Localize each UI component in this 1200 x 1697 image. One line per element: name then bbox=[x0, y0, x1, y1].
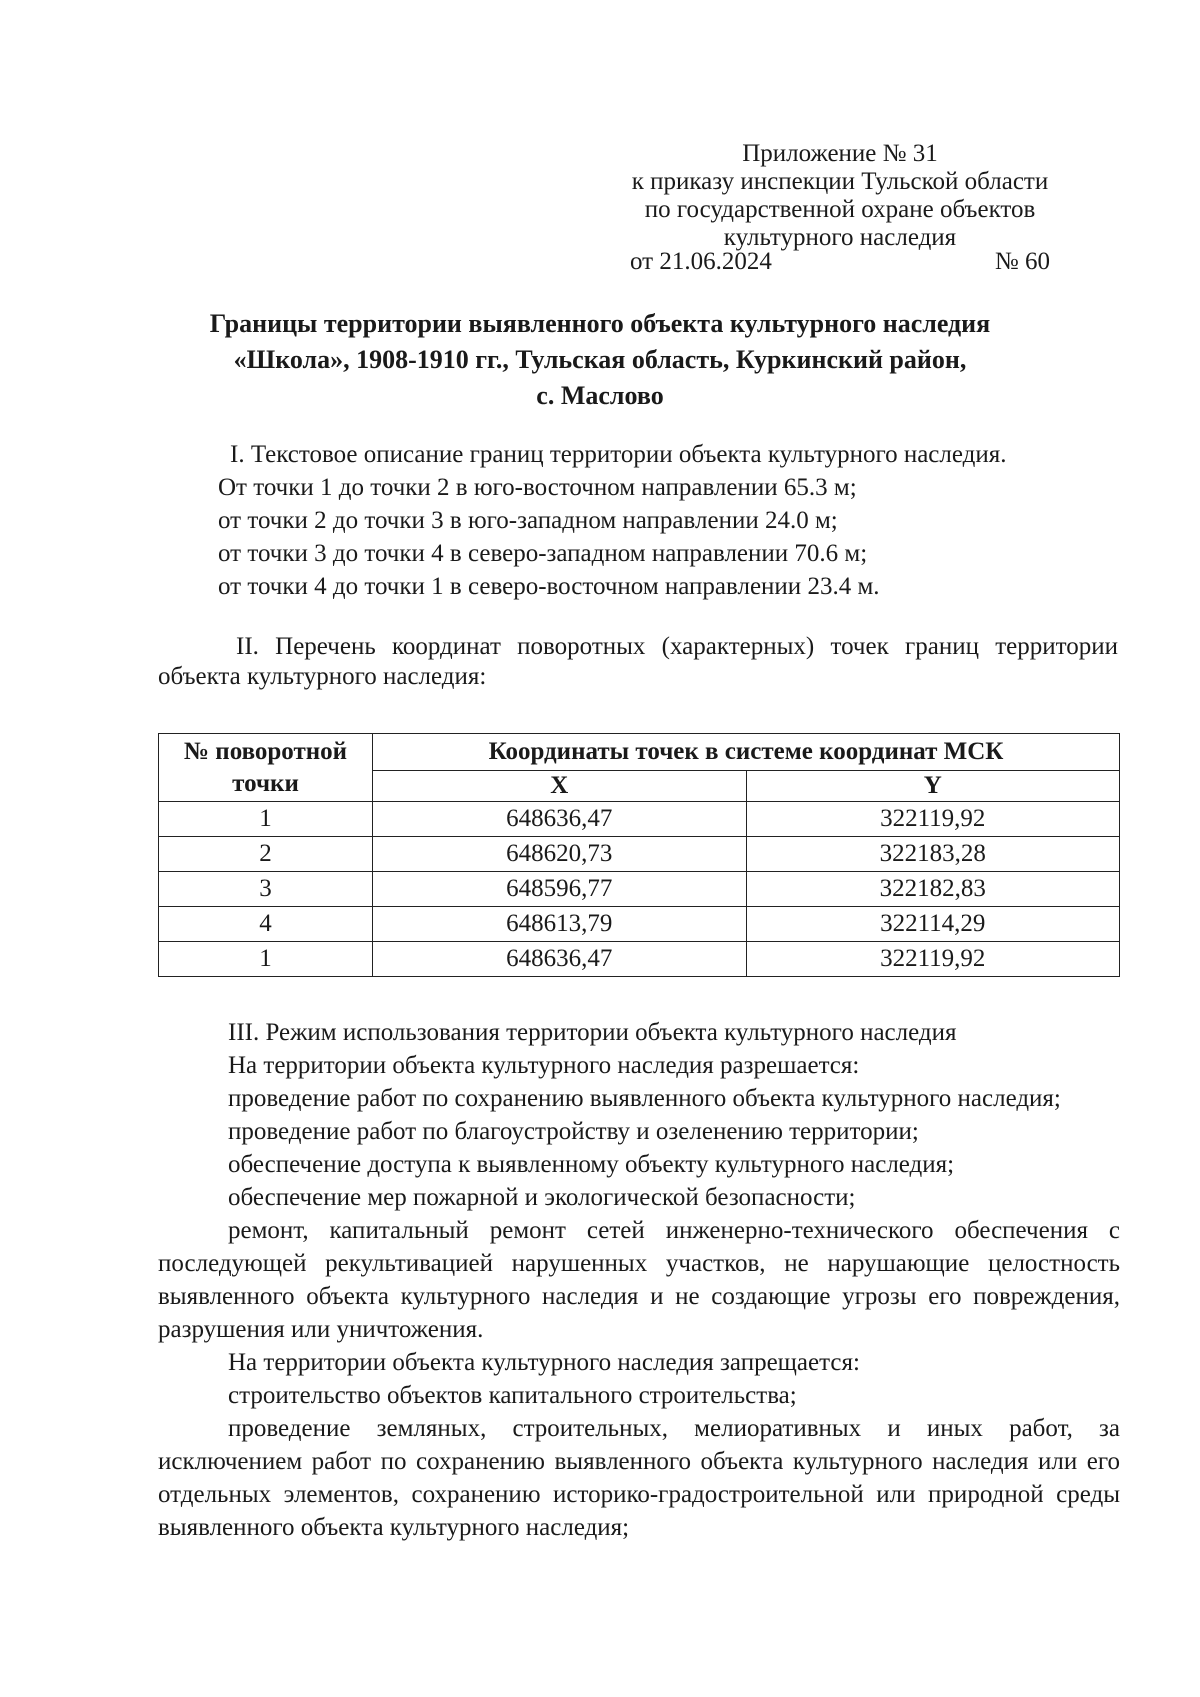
cell-point: 3 bbox=[159, 872, 373, 907]
order-date: от 21.06.2024 bbox=[630, 248, 772, 275]
prohibited-item: проведение земляных, строительных, мелиоративных и иных работ, за исключением работ по сохранению выявленного объекта культурного наследия или его отдельных элементов, сохранению историко-градостроительной или природной среды выявленного объекта культурного наследия; bbox=[158, 1415, 1120, 1541]
section-usage-regime bbox=[158, 1016, 1120, 1544]
allowed-heading: На территории объекта культурного наследия разрешается: bbox=[228, 1052, 860, 1079]
boundary-segment: От точки 1 до точки 2 в юго-восточном направлении 65.3 м; bbox=[218, 474, 857, 501]
col-y-header: Y bbox=[746, 771, 1120, 802]
table-row bbox=[159, 837, 1120, 872]
allowed-item: обеспечение мер пожарной и экологической безопасности; bbox=[228, 1184, 856, 1211]
cell-point: 2 bbox=[159, 837, 373, 872]
cell-x: 648613,79 bbox=[373, 907, 747, 942]
allowed-item: обеспечение доступа к выявленному объекту культурного наследия; bbox=[228, 1151, 955, 1178]
col-x-header: X bbox=[373, 771, 747, 802]
cell-point: 1 bbox=[159, 942, 373, 977]
section-coordinates-heading: II. Перечень координат поворотных (характерных) точек границ территории объекта культурного наследия: bbox=[158, 633, 1118, 690]
cell-x: 648620,73 bbox=[373, 837, 747, 872]
appendix-line: Приложение № 31 bbox=[742, 140, 938, 167]
allowed-item: проведение работ по благоустройству и озеленению территории; bbox=[228, 1118, 919, 1145]
title-line: с. Маслово bbox=[536, 381, 664, 410]
allowed-item: ремонт, капитальный ремонт сетей инженерно-технического обеспечения с последующей рекультивацией нарушенных участков, не нарушающие целостность выявленного объекта культурного наследия и не создающие угрозы его повреждения, разрушения или уничтожения. bbox=[158, 1217, 1120, 1343]
cell-x: 648636,47 bbox=[373, 942, 747, 977]
appendix-line: культурного наследия bbox=[723, 224, 957, 251]
cell-x: 648636,47 bbox=[373, 802, 747, 837]
appendix-line: к приказу инспекции Тульской области bbox=[631, 168, 1049, 195]
appendix-line: по государственной охране объектов bbox=[644, 196, 1036, 223]
section1-heading: I. Текстовое описание границ территории объекта культурного наследия. bbox=[230, 441, 1007, 468]
table-row bbox=[159, 907, 1120, 942]
section-text-description bbox=[218, 438, 1138, 603]
col-point-header: № поворотной точки bbox=[159, 734, 373, 802]
cell-x: 648596,77 bbox=[373, 872, 747, 907]
boundary-segment: от точки 4 до точки 1 в северо-восточном направлении 23.4 м. bbox=[218, 573, 880, 600]
cell-y: 322183,28 bbox=[746, 837, 1120, 872]
order-date-number bbox=[630, 248, 1050, 276]
title-line: Границы территории выявленного объекта культурного наследия bbox=[209, 309, 991, 338]
appendix-block bbox=[560, 140, 1120, 252]
order-number: № 60 bbox=[994, 248, 1050, 275]
table-row bbox=[159, 872, 1120, 907]
table-row bbox=[159, 942, 1120, 977]
prohibited-item: строительство объектов капитального строительства; bbox=[228, 1382, 797, 1409]
section3-heading: III. Режим использования территории объекта культурного наследия bbox=[228, 1019, 957, 1046]
cell-y: 322114,29 bbox=[746, 907, 1120, 942]
cell-point: 4 bbox=[159, 907, 373, 942]
coordinates-table bbox=[158, 733, 1120, 977]
table-row bbox=[159, 802, 1120, 837]
cell-y: 322119,92 bbox=[746, 942, 1120, 977]
allowed-item: проведение работ по сохранению выявленного объекта культурного наследия; bbox=[228, 1085, 1061, 1112]
boundary-segment: от точки 3 до точки 4 в северо-западном направлении 70.6 м; bbox=[218, 540, 868, 567]
cell-y: 322182,83 bbox=[746, 872, 1120, 907]
title-line: «Школа», 1908-1910 гг., Тульская область, Куркинский район, bbox=[233, 345, 967, 374]
document-title bbox=[120, 306, 1080, 414]
cell-point: 1 bbox=[159, 802, 373, 837]
prohibited-heading: На территории объекта культурного наследия запрещается: bbox=[228, 1349, 860, 1376]
col-coords-header: Координаты точек в системе координат МСК bbox=[373, 734, 1120, 771]
cell-y: 322119,92 bbox=[746, 802, 1120, 837]
boundary-segment: от точки 2 до точки 3 в юго-западном направлении 24.0 м; bbox=[218, 507, 838, 534]
